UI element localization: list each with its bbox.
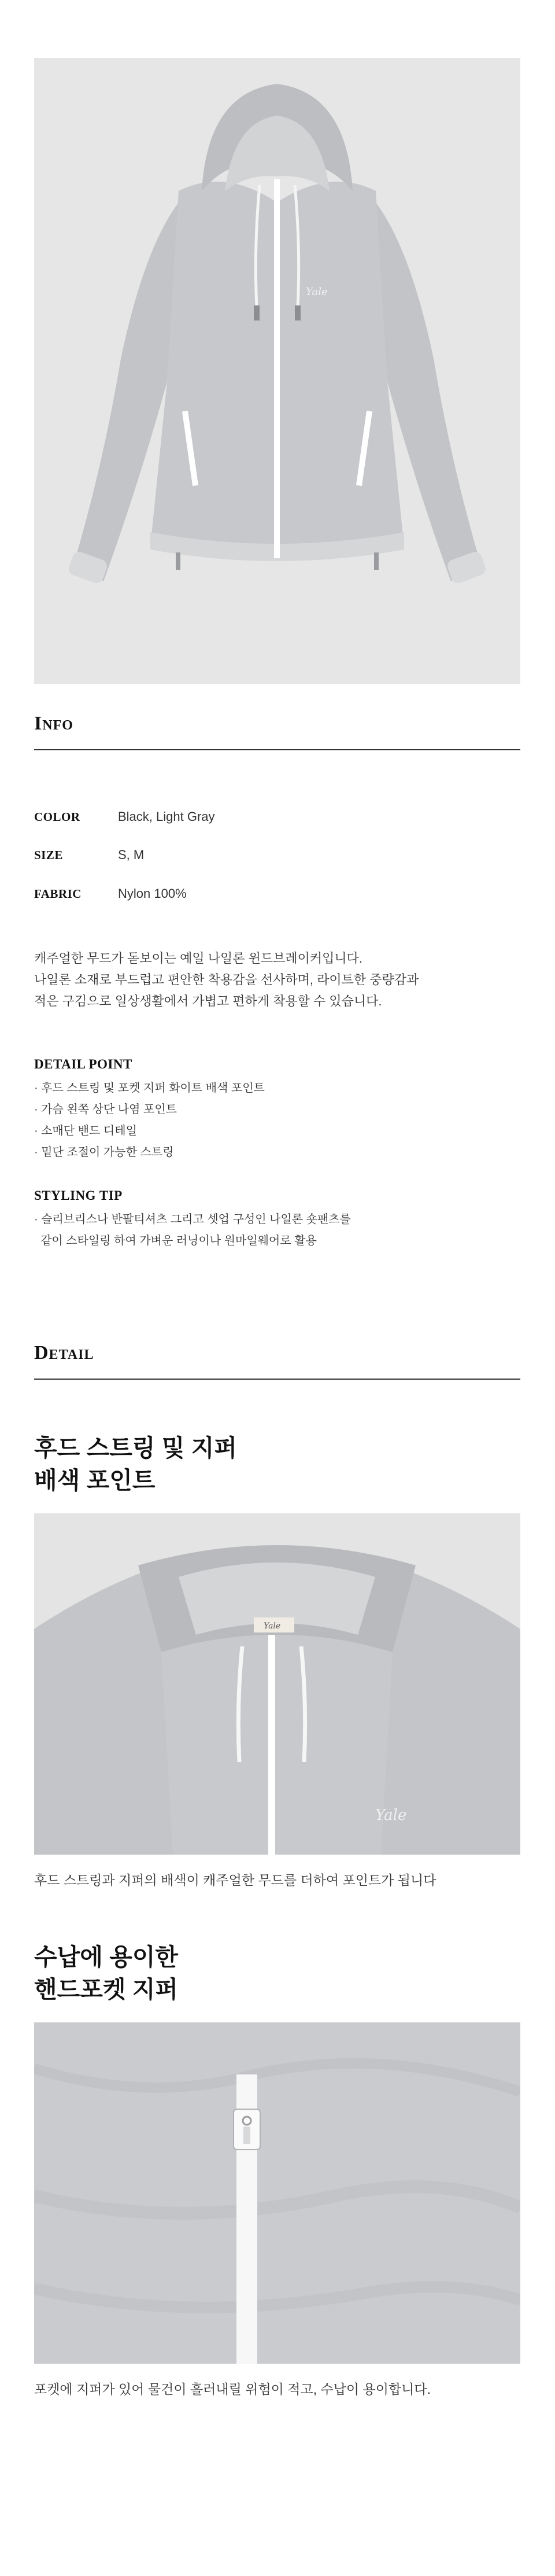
product-description: [34, 948, 419, 1012]
chest-logo-print: Yale: [375, 1807, 407, 1824]
detail-image-hood: [34, 1513, 520, 1855]
styling-tip-list: [34, 1209, 351, 1252]
list-item: · 후드 스트링 및 포켓 지퍼 화이트 배색 포인트: [34, 1082, 265, 1094]
heading-line: 핸드포켓 지퍼: [34, 1976, 179, 2003]
chest-logo-print: Yale: [306, 286, 328, 298]
neck-label-logo: Yale: [264, 1621, 281, 1631]
list-item: · 밑단 조절이 가능한 스트링: [34, 1146, 174, 1159]
info-row-size: [34, 846, 145, 864]
detail-divider: [34, 1379, 520, 1380]
description-line: 적은 구김으로 일상생활에서 가볍고 편하게 착용할 수 있습니다.: [34, 994, 382, 1008]
heading-line: 수납에 용이한: [34, 1944, 179, 1970]
list-item: · 소매단 밴드 디테일: [34, 1125, 137, 1137]
info-key-color: COLOR: [34, 809, 80, 824]
info-key-fabric: FABRIC: [34, 886, 82, 901]
detail-heading-pocket: [34, 1941, 178, 2006]
detail-point-title: DETAIL POINT: [34, 1057, 132, 1071]
heading-line: 후드 스트링 및 지퍼: [34, 1435, 238, 1461]
styling-tip-title: STYLING TIP: [34, 1188, 123, 1203]
info-row-fabric: [34, 885, 187, 902]
info-value-fabric: Nylon 100%: [118, 886, 187, 901]
list-item: · 슬리브리스나 반팔티셔츠 그리고 셋업 구성인 나일론 숏팬츠를: [34, 1213, 351, 1226]
info-divider: [34, 749, 520, 750]
detail-image-pocket: [34, 2022, 520, 2364]
list-item: 같이 스타일링 하여 가벼운 러닝이나 원마일웨어로 활용: [34, 1234, 317, 1247]
list-item: · 가슴 왼쪽 상단 나염 포인트: [34, 1103, 177, 1116]
detail-section-title: Detail: [34, 1342, 94, 1363]
heading-line: 배색 포인트: [34, 1467, 156, 1494]
detail-caption-pocket: 포켓에 지퍼가 있어 물건이 흘러내릴 위험이 적고, 수납이 용이합니다.: [34, 2382, 431, 2397]
info-value-size: S, M: [118, 847, 145, 862]
detail-caption-hood: 후드 스트링과 지퍼의 배색이 캐주얼한 무드를 더하여 포인트가 됩니다: [34, 1873, 436, 1888]
description-line: 나일론 소재로 부드럽고 편안한 착용감을 선사하며, 라이트한 중량감과: [34, 972, 419, 987]
description-line: 캐주얼한 무드가 돋보이는 예일 나일론 윈드브레이커입니다.: [34, 951, 362, 965]
info-section-title: Info: [34, 713, 73, 734]
info-value-color: Black, Light Gray: [118, 809, 215, 824]
info-key-size: SIZE: [34, 847, 63, 862]
detail-point-list: [34, 1078, 265, 1163]
detail-heading-hood-string: [34, 1432, 237, 1497]
product-main-image: [34, 58, 520, 684]
info-row-color: [34, 808, 215, 826]
